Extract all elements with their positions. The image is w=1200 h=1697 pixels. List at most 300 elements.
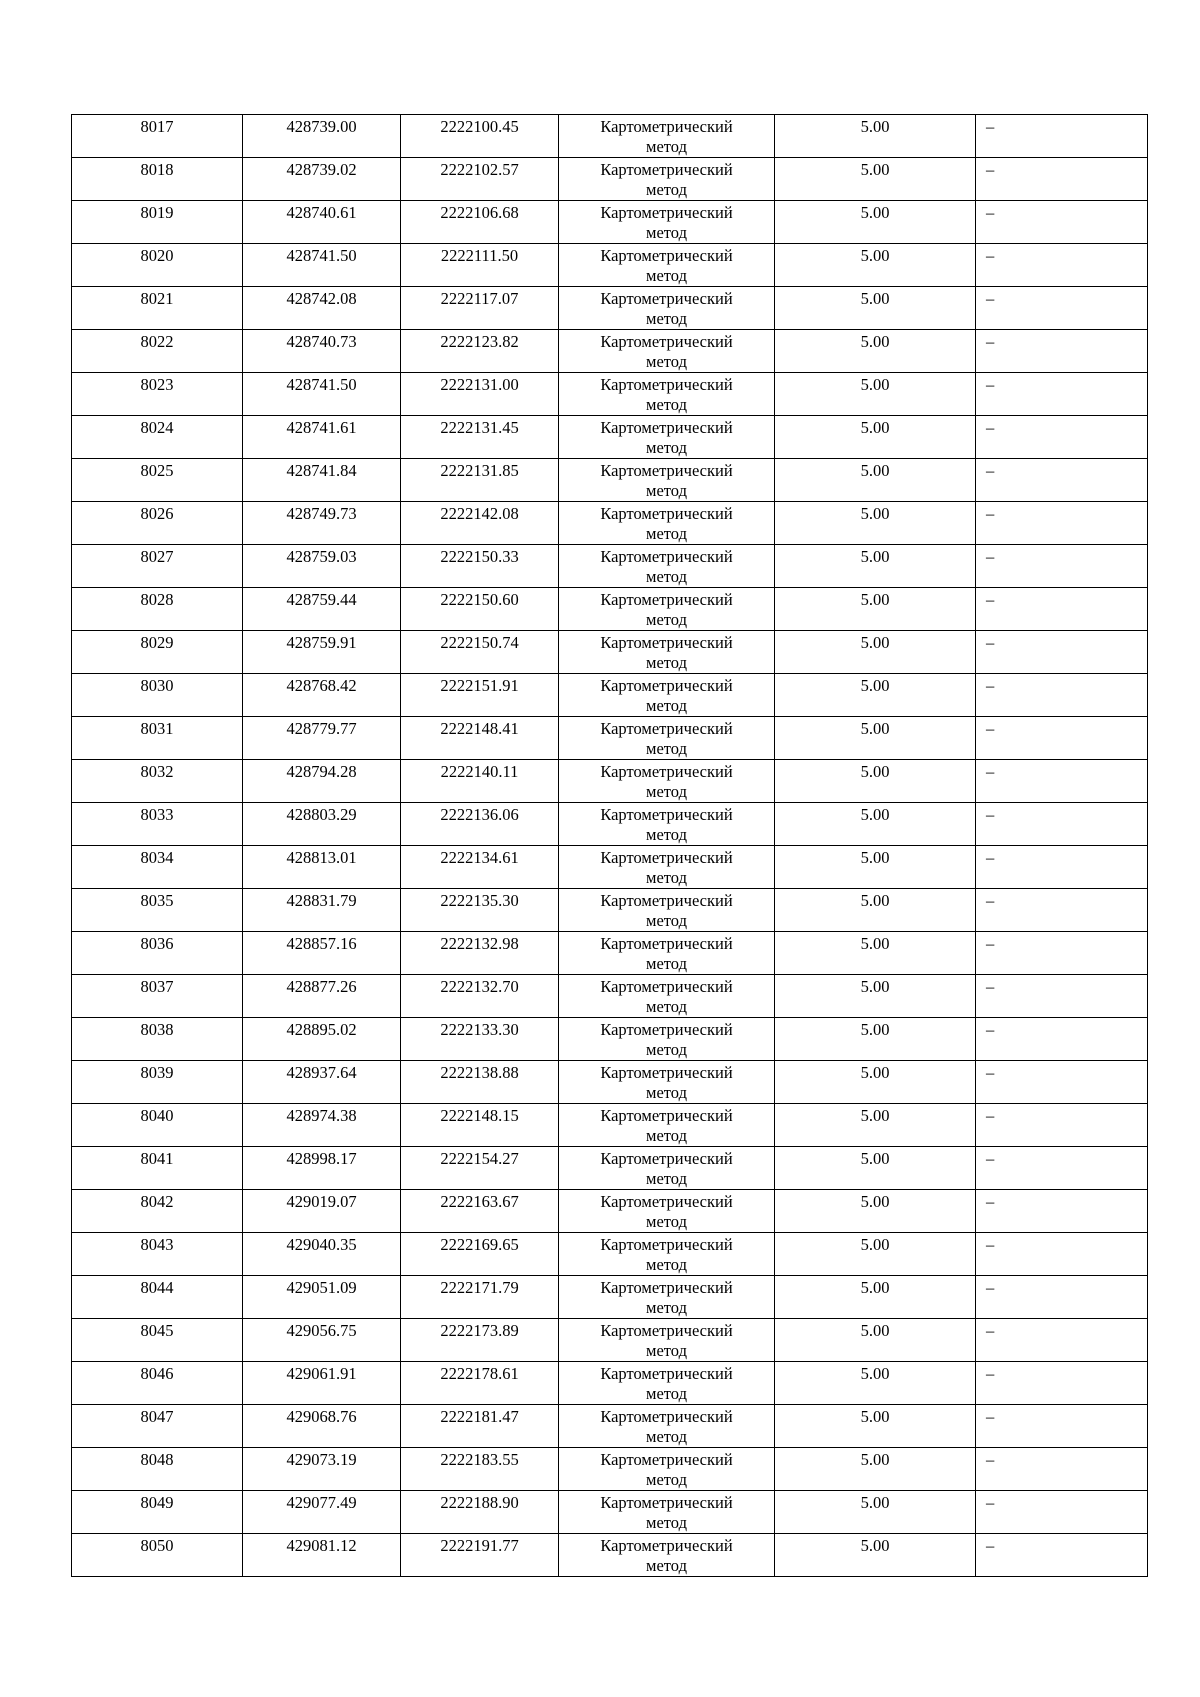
method-text xyxy=(559,1147,774,1189)
accuracy-cell xyxy=(775,1018,976,1061)
table-row xyxy=(72,674,1148,717)
coordinate-y-cell-text: 2222148.15 xyxy=(440,1106,519,1125)
table-row xyxy=(72,416,1148,459)
coordinate-y-cell-text: 2222178.61 xyxy=(440,1364,519,1383)
accuracy-cell-text: 5.00 xyxy=(860,504,890,523)
method-cell xyxy=(559,1190,775,1233)
method-line-1: Картометрический xyxy=(600,1020,733,1039)
coordinate-y-cell-text: 2222123.82 xyxy=(440,332,519,351)
coordinate-y-cell xyxy=(401,975,559,1018)
accuracy-cell xyxy=(775,1362,976,1405)
coordinate-y-cell xyxy=(401,158,559,201)
method-line-2: метод xyxy=(646,1470,687,1489)
method-line-2: метод xyxy=(646,223,687,242)
coordinate-x-cell xyxy=(243,1233,401,1276)
method-text xyxy=(559,1018,774,1060)
method-line-2: метод xyxy=(646,954,687,973)
method-line-2: метод xyxy=(646,180,687,199)
method-text xyxy=(559,1405,774,1447)
method-line-2: метод xyxy=(646,1126,687,1145)
note-cell xyxy=(976,201,1148,244)
method-cell xyxy=(559,803,775,846)
coordinate-y-cell-text: 2222132.70 xyxy=(440,977,519,996)
note-cell-text: – xyxy=(986,1450,995,1469)
note-cell-text: – xyxy=(986,934,995,953)
note-cell-text: – xyxy=(986,1493,995,1512)
method-cell xyxy=(559,1061,775,1104)
note-cell xyxy=(976,459,1148,502)
method-cell xyxy=(559,975,775,1018)
method-line-1: Картометрический xyxy=(600,590,733,609)
coordinate-x-cell xyxy=(243,115,401,158)
method-line-1: Картометрический xyxy=(600,891,733,910)
point-number-cell-text: 8032 xyxy=(140,762,174,781)
method-cell xyxy=(559,158,775,201)
note-cell-text: – xyxy=(986,461,995,480)
method-line-1: Картометрический xyxy=(600,375,733,394)
coordinate-x-cell-text: 428759.03 xyxy=(286,547,357,566)
coordinate-x-cell-text: 428740.73 xyxy=(286,332,357,351)
method-line-2: метод xyxy=(646,438,687,457)
method-cell xyxy=(559,201,775,244)
table-body xyxy=(72,115,1148,1577)
point-number-cell-text: 8024 xyxy=(140,418,174,437)
coordinate-x-cell-text: 429081.12 xyxy=(286,1536,357,1555)
note-cell-text: – xyxy=(986,676,995,695)
method-text xyxy=(559,1104,774,1146)
accuracy-cell-text: 5.00 xyxy=(860,246,890,265)
accuracy-cell xyxy=(775,674,976,717)
method-line-2: метод xyxy=(646,567,687,586)
coordinate-y-cell xyxy=(401,1233,559,1276)
coordinate-x-cell-text: 428768.42 xyxy=(286,676,357,695)
note-cell xyxy=(976,244,1148,287)
method-line-1: Картометрический xyxy=(600,332,733,351)
note-cell xyxy=(976,1448,1148,1491)
accuracy-cell xyxy=(775,201,976,244)
table-row xyxy=(72,1147,1148,1190)
note-cell xyxy=(976,760,1148,803)
method-text xyxy=(559,1448,774,1490)
method-cell xyxy=(559,373,775,416)
note-cell xyxy=(976,330,1148,373)
point-number-cell-text: 8048 xyxy=(140,1450,174,1469)
coordinate-x-cell-text: 428741.50 xyxy=(286,246,357,265)
table-row xyxy=(72,803,1148,846)
method-line-1: Картометрический xyxy=(600,160,733,179)
accuracy-cell-text: 5.00 xyxy=(860,332,890,351)
note-cell xyxy=(976,1147,1148,1190)
method-line-2: метод xyxy=(646,395,687,414)
point-number-cell-text: 8022 xyxy=(140,332,174,351)
accuracy-cell xyxy=(775,803,976,846)
coordinate-x-cell xyxy=(243,287,401,330)
method-text xyxy=(559,330,774,372)
coordinate-y-cell xyxy=(401,201,559,244)
coordinate-y-cell-text: 2222131.00 xyxy=(440,375,519,394)
coordinate-x-cell-text: 428877.26 xyxy=(286,977,357,996)
method-text xyxy=(559,416,774,458)
method-line-2: метод xyxy=(646,1083,687,1102)
method-line-2: метод xyxy=(646,1427,687,1446)
method-cell xyxy=(559,932,775,975)
method-line-2: метод xyxy=(646,610,687,629)
coordinate-y-cell-text: 2222131.45 xyxy=(440,418,519,437)
method-cell xyxy=(559,1534,775,1577)
coordinate-x-cell-text: 429040.35 xyxy=(286,1235,357,1254)
method-line-1: Картометрический xyxy=(600,1364,733,1383)
coordinate-x-cell-text: 429056.75 xyxy=(286,1321,357,1340)
note-cell xyxy=(976,502,1148,545)
table-row xyxy=(72,1534,1148,1577)
note-cell-text: – xyxy=(986,1106,995,1125)
coordinate-y-cell-text: 2222106.68 xyxy=(440,203,519,222)
coordinate-y-cell-text: 2222150.60 xyxy=(440,590,519,609)
method-line-2: метод xyxy=(646,653,687,672)
table-row xyxy=(72,115,1148,158)
point-number-cell xyxy=(72,1491,243,1534)
method-line-2: метод xyxy=(646,137,687,156)
note-cell-text: – xyxy=(986,805,995,824)
table-row xyxy=(72,1061,1148,1104)
method-cell xyxy=(559,889,775,932)
method-cell xyxy=(559,244,775,287)
point-number-cell xyxy=(72,416,243,459)
point-number-cell-text: 8040 xyxy=(140,1106,174,1125)
accuracy-cell-text: 5.00 xyxy=(860,676,890,695)
note-cell xyxy=(976,1405,1148,1448)
coordinate-y-cell xyxy=(401,330,559,373)
coordinate-x-cell xyxy=(243,674,401,717)
method-text xyxy=(559,846,774,888)
method-line-1: Картометрический xyxy=(600,719,733,738)
note-cell xyxy=(976,846,1148,889)
coordinate-y-cell-text: 2222132.98 xyxy=(440,934,519,953)
table-row xyxy=(72,1491,1148,1534)
table-row xyxy=(72,889,1148,932)
table-row xyxy=(72,1276,1148,1319)
coordinate-x-cell-text: 428742.08 xyxy=(286,289,357,308)
coordinate-y-cell xyxy=(401,760,559,803)
coordinate-x-cell xyxy=(243,1147,401,1190)
accuracy-cell-text: 5.00 xyxy=(860,848,890,867)
note-cell-text: – xyxy=(986,332,995,351)
method-text xyxy=(559,1491,774,1533)
coordinate-y-cell-text: 2222154.27 xyxy=(440,1149,519,1168)
note-cell xyxy=(976,1104,1148,1147)
note-cell xyxy=(976,416,1148,459)
note-cell-text: – xyxy=(986,1020,995,1039)
method-line-2: метод xyxy=(646,1341,687,1360)
note-cell-text: – xyxy=(986,719,995,738)
coordinate-x-cell xyxy=(243,1362,401,1405)
point-number-cell-text: 8021 xyxy=(140,289,174,308)
point-number-cell xyxy=(72,158,243,201)
method-text xyxy=(559,1319,774,1361)
coordinate-x-cell-text: 428741.61 xyxy=(286,418,357,437)
coordinate-y-cell-text: 2222188.90 xyxy=(440,1493,519,1512)
method-text xyxy=(559,201,774,243)
coordinate-y-cell-text: 2222133.30 xyxy=(440,1020,519,1039)
point-number-cell xyxy=(72,932,243,975)
method-text xyxy=(559,373,774,415)
coordinate-x-cell xyxy=(243,932,401,975)
method-cell xyxy=(559,502,775,545)
method-text xyxy=(559,588,774,630)
accuracy-cell-text: 5.00 xyxy=(860,1450,890,1469)
point-number-cell-text: 8020 xyxy=(140,246,174,265)
note-cell-text: – xyxy=(986,848,995,867)
method-text xyxy=(559,115,774,157)
point-number-cell xyxy=(72,1061,243,1104)
coordinate-y-cell-text: 2222117.07 xyxy=(440,289,519,308)
method-line-1: Картометрический xyxy=(600,504,733,523)
point-number-cell xyxy=(72,1362,243,1405)
method-text xyxy=(559,1190,774,1232)
accuracy-cell xyxy=(775,631,976,674)
method-cell xyxy=(559,330,775,373)
accuracy-cell xyxy=(775,158,976,201)
accuracy-cell xyxy=(775,115,976,158)
table-row xyxy=(72,373,1148,416)
method-line-2: метод xyxy=(646,266,687,285)
coordinate-x-cell xyxy=(243,760,401,803)
table-row xyxy=(72,975,1148,1018)
accuracy-cell-text: 5.00 xyxy=(860,805,890,824)
method-text xyxy=(559,287,774,329)
note-cell xyxy=(976,1534,1148,1577)
point-number-cell xyxy=(72,1147,243,1190)
coordinate-x-cell-text: 428740.61 xyxy=(286,203,357,222)
method-text xyxy=(559,803,774,845)
table-row xyxy=(72,1319,1148,1362)
method-line-2: метод xyxy=(646,696,687,715)
method-cell xyxy=(559,287,775,330)
accuracy-cell-text: 5.00 xyxy=(860,418,890,437)
method-cell xyxy=(559,1319,775,1362)
accuracy-cell xyxy=(775,459,976,502)
note-cell xyxy=(976,1233,1148,1276)
coordinate-x-cell-text: 428857.16 xyxy=(286,934,357,953)
coordinate-x-cell-text: 428739.00 xyxy=(286,117,357,136)
coordinate-x-cell-text: 428794.28 xyxy=(286,762,357,781)
coordinate-x-cell xyxy=(243,1061,401,1104)
method-line-1: Картометрический xyxy=(600,1321,733,1340)
point-number-cell xyxy=(72,244,243,287)
point-number-cell xyxy=(72,1018,243,1061)
coordinate-x-cell-text: 428741.84 xyxy=(286,461,357,480)
point-number-cell xyxy=(72,1104,243,1147)
coordinate-x-cell-text: 428831.79 xyxy=(286,891,357,910)
method-text xyxy=(559,545,774,587)
method-text xyxy=(559,1061,774,1103)
accuracy-cell-text: 5.00 xyxy=(860,1063,890,1082)
accuracy-cell-text: 5.00 xyxy=(860,1407,890,1426)
point-number-cell-text: 8026 xyxy=(140,504,174,523)
accuracy-cell-text: 5.00 xyxy=(860,375,890,394)
note-cell-text: – xyxy=(986,203,995,222)
note-cell-text: – xyxy=(986,117,995,136)
accuracy-cell-text: 5.00 xyxy=(860,1321,890,1340)
coordinate-x-cell xyxy=(243,1190,401,1233)
method-line-1: Картометрический xyxy=(600,676,733,695)
method-text xyxy=(559,158,774,200)
coordinate-x-cell xyxy=(243,459,401,502)
accuracy-cell xyxy=(775,1147,976,1190)
table-row xyxy=(72,588,1148,631)
note-cell xyxy=(976,115,1148,158)
coordinate-x-cell-text: 429051.09 xyxy=(286,1278,357,1297)
accuracy-cell xyxy=(775,760,976,803)
method-line-1: Картометрический xyxy=(600,1450,733,1469)
note-cell-text: – xyxy=(986,504,995,523)
accuracy-cell-text: 5.00 xyxy=(860,1235,890,1254)
method-line-2: метод xyxy=(646,782,687,801)
coordinate-y-cell xyxy=(401,674,559,717)
method-line-1: Картометрический xyxy=(600,1536,733,1555)
method-line-2: метод xyxy=(646,309,687,328)
table-row xyxy=(72,1104,1148,1147)
coordinate-x-cell xyxy=(243,1276,401,1319)
method-line-2: метод xyxy=(646,524,687,543)
coordinate-y-cell-text: 2222142.08 xyxy=(440,504,519,523)
accuracy-cell xyxy=(775,244,976,287)
method-line-2: метод xyxy=(646,1040,687,1059)
point-number-cell-text: 8028 xyxy=(140,590,174,609)
point-number-cell-text: 8039 xyxy=(140,1063,174,1082)
coordinate-y-cell xyxy=(401,588,559,631)
method-text xyxy=(559,674,774,716)
coordinate-y-cell-text: 2222111.50 xyxy=(440,246,519,265)
note-cell-text: – xyxy=(986,1235,995,1254)
coordinate-y-cell xyxy=(401,502,559,545)
coordinate-y-cell-text: 2222150.74 xyxy=(440,633,519,652)
accuracy-cell-text: 5.00 xyxy=(860,590,890,609)
point-number-cell-text: 8023 xyxy=(140,375,174,394)
method-line-2: метод xyxy=(646,1255,687,1274)
method-line-1: Картометрический xyxy=(600,1063,733,1082)
point-number-cell xyxy=(72,1276,243,1319)
method-text xyxy=(559,244,774,286)
coordinate-x-cell-text: 429073.19 xyxy=(286,1450,357,1469)
coordinate-x-cell-text: 428759.91 xyxy=(286,633,357,652)
note-cell-text: – xyxy=(986,1536,995,1555)
method-text xyxy=(559,1534,774,1576)
point-number-cell-text: 8034 xyxy=(140,848,174,867)
method-line-1: Картометрический xyxy=(600,762,733,781)
method-cell xyxy=(559,1448,775,1491)
table-row xyxy=(72,244,1148,287)
coordinate-x-cell-text: 428813.01 xyxy=(286,848,357,867)
point-number-cell xyxy=(72,459,243,502)
accuracy-cell xyxy=(775,1190,976,1233)
note-cell-text: – xyxy=(986,590,995,609)
method-line-2: метод xyxy=(646,868,687,887)
note-cell xyxy=(976,631,1148,674)
table-row xyxy=(72,459,1148,502)
method-line-2: метод xyxy=(646,739,687,758)
coordinate-x-cell xyxy=(243,1018,401,1061)
coordinate-y-cell xyxy=(401,1534,559,1577)
accuracy-cell xyxy=(775,1534,976,1577)
accuracy-cell-text: 5.00 xyxy=(860,547,890,566)
method-line-1: Картометрический xyxy=(600,1106,733,1125)
note-cell xyxy=(976,1018,1148,1061)
accuracy-cell xyxy=(775,502,976,545)
point-number-cell-text: 8019 xyxy=(140,203,174,222)
accuracy-cell xyxy=(775,1319,976,1362)
point-number-cell xyxy=(72,502,243,545)
method-cell xyxy=(559,1018,775,1061)
accuracy-cell xyxy=(775,1061,976,1104)
coordinate-x-cell xyxy=(243,545,401,588)
coordinate-x-cell-text: 429068.76 xyxy=(286,1407,357,1426)
accuracy-cell xyxy=(775,889,976,932)
point-number-cell xyxy=(72,201,243,244)
point-number-cell-text: 8030 xyxy=(140,676,174,695)
point-number-cell-text: 8029 xyxy=(140,633,174,652)
note-cell-text: – xyxy=(986,977,995,996)
method-cell xyxy=(559,115,775,158)
coordinate-y-cell-text: 2222140.11 xyxy=(440,762,519,781)
note-cell-text: – xyxy=(986,289,995,308)
method-line-2: метод xyxy=(646,1298,687,1317)
point-number-cell-text: 8044 xyxy=(140,1278,174,1297)
point-number-cell xyxy=(72,1319,243,1362)
point-number-cell-text: 8050 xyxy=(140,1536,174,1555)
method-text xyxy=(559,975,774,1017)
method-line-2: метод xyxy=(646,825,687,844)
note-cell-text: – xyxy=(986,547,995,566)
accuracy-cell xyxy=(775,373,976,416)
note-cell xyxy=(976,1276,1148,1319)
method-cell xyxy=(559,459,775,502)
point-number-cell-text: 8035 xyxy=(140,891,174,910)
coordinate-x-cell-text: 428895.02 xyxy=(286,1020,357,1039)
coordinate-y-cell xyxy=(401,1491,559,1534)
coordinate-y-cell xyxy=(401,1061,559,1104)
method-text xyxy=(559,1233,774,1275)
coordinate-x-cell xyxy=(243,416,401,459)
coordinate-x-cell xyxy=(243,158,401,201)
point-number-cell-text: 8025 xyxy=(140,461,174,480)
note-cell xyxy=(976,932,1148,975)
coordinate-x-cell-text: 428803.29 xyxy=(286,805,357,824)
table-row xyxy=(72,1448,1148,1491)
method-cell xyxy=(559,631,775,674)
method-text xyxy=(559,889,774,931)
point-number-cell-text: 8046 xyxy=(140,1364,174,1383)
note-cell-text: – xyxy=(986,1364,995,1383)
table-row xyxy=(72,932,1148,975)
coordinate-y-cell xyxy=(401,1319,559,1362)
method-line-1: Картометрический xyxy=(600,1493,733,1512)
method-cell xyxy=(559,1491,775,1534)
accuracy-cell-text: 5.00 xyxy=(860,1278,890,1297)
point-number-cell xyxy=(72,588,243,631)
coordinate-x-cell xyxy=(243,330,401,373)
note-cell xyxy=(976,975,1148,1018)
accuracy-cell xyxy=(775,287,976,330)
table-row xyxy=(72,631,1148,674)
note-cell xyxy=(976,674,1148,717)
accuracy-cell-text: 5.00 xyxy=(860,203,890,222)
table-row xyxy=(72,330,1148,373)
note-cell-text: – xyxy=(986,160,995,179)
accuracy-cell-text: 5.00 xyxy=(860,1493,890,1512)
accuracy-cell xyxy=(775,1448,976,1491)
accuracy-cell xyxy=(775,975,976,1018)
